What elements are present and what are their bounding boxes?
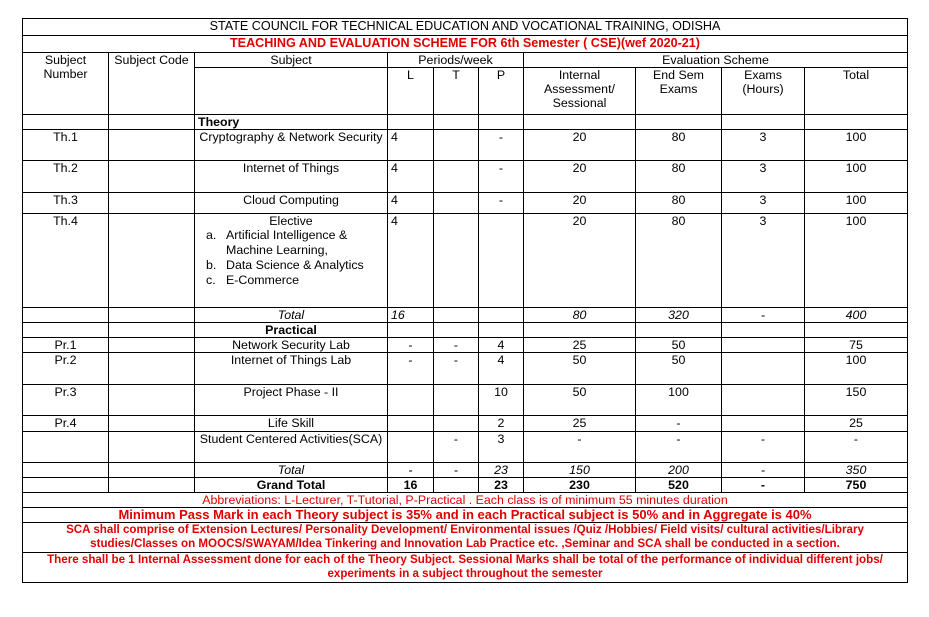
total-L: 16 [388,308,434,323]
abbreviations-note: Abbreviations: L-Lecturer, T-Tutorial, P-Practical . Each class is of minimum 55 minutes duration [23,493,908,508]
subject-number: Pr.2 [23,353,109,385]
subject-number [23,432,109,463]
subject-code [109,130,195,161]
option-text: Data Science & Analytics [226,258,364,272]
periods-P: - [479,130,524,161]
header-exams-hours: Exams (Hours) [722,68,805,115]
empty-cell [388,323,434,338]
total-end-sem: 200 [636,463,722,478]
periods-L [388,385,434,416]
total-hours: - [722,308,805,323]
subject-code [109,214,195,308]
total-end-sem: 320 [636,308,722,323]
internal-assessment: 20 [524,193,636,214]
exam-hours: - [722,432,805,463]
total-internal: 150 [524,463,636,478]
empty-cell [23,463,109,478]
council-title: STATE COUNCIL FOR TECHNICAL EDUCATION AND VOCATIONAL TRAINING, ODISHA [23,19,908,36]
periods-P [479,214,524,308]
subject-number: Th.2 [23,161,109,193]
internal-assessment: 25 [524,416,636,432]
periods-T: - [434,338,479,353]
pass-mark-note: Minimum Pass Mark in each Theory subject is 35% and in each Practical subject is 50% and in Aggregate is 40% [23,508,908,523]
table-row [23,338,908,353]
total-marks: 350 [805,463,908,478]
subject-code [109,432,195,463]
header-internal-assessment: Internal Assessment/ Sessional [524,68,636,115]
periods-T: - [434,432,479,463]
total-label: Total [195,463,388,478]
empty-cell [524,323,636,338]
empty-cell [109,323,195,338]
table-row [23,161,908,193]
exam-hours: 3 [722,130,805,161]
row-total: - [805,432,908,463]
periods-L: 4 [388,130,434,161]
periods-L [388,416,434,432]
empty-cell [805,323,908,338]
periods-P: - [479,193,524,214]
end-sem-exams: 100 [636,385,722,416]
list-item [206,273,384,288]
exam-hours: 3 [722,214,805,308]
subject-name: Life Skill [195,416,388,432]
periods-P: 2 [479,416,524,432]
option-marker: a. [206,228,217,242]
section-heading-theory: Theory [195,115,388,130]
periods-T [434,214,479,308]
header-subject-code: Subject Code [109,53,195,115]
grand-total-marks: 750 [805,478,908,493]
table-row [23,432,908,463]
internal-assessment: 50 [524,385,636,416]
row-total: 100 [805,353,908,385]
assessment-note: There shall be 1 Internal Assessment done for each of the Theory Subject. Sessional Marks shall be total of the performance of individual different jobs/ experiments in a subject throughout the semester [23,553,908,583]
scheme-title: TEACHING AND EVALUATION SCHEME FOR 6th Semester ( CSE)(wef 2020-21) [23,36,908,53]
end-sem-exams: 80 [636,214,722,308]
empty-cell [23,478,109,493]
grand-total-T [434,478,479,493]
option-marker: c. [206,273,216,287]
empty-cell [722,323,805,338]
empty-cell [636,115,722,130]
subject-code [109,353,195,385]
internal-assessment: 50 [524,353,636,385]
periods-P: 10 [479,385,524,416]
option-marker: b. [206,258,217,272]
subject-name: Cloud Computing [195,193,388,214]
end-sem-exams: 80 [636,161,722,193]
periods-P: 4 [479,338,524,353]
periods-T [434,193,479,214]
total-L: - [388,463,434,478]
header-T: T [434,68,479,115]
periods-T [434,416,479,432]
subject-number: Pr.4 [23,416,109,432]
periods-P: - [479,161,524,193]
elective-title: Elective [269,214,313,228]
empty-cell [109,463,195,478]
header-total: Total [805,68,908,115]
header-periods-week: Periods/week [388,53,524,68]
row-total: 100 [805,161,908,193]
row-total: 150 [805,385,908,416]
subject-code [109,385,195,416]
end-sem-exams: 50 [636,338,722,353]
row-total: 100 [805,214,908,308]
theory-total-row [23,308,908,323]
grand-total-hours: - [722,478,805,493]
internal-assessment: - [524,432,636,463]
subject-name: Project Phase - II [195,385,388,416]
subject-name: Cryptography & Network Security [195,130,388,161]
periods-L: - [388,353,434,385]
empty-cell [109,115,195,130]
grand-total-L: 16 [388,478,434,493]
empty-cell [109,308,195,323]
scheme-document [22,18,907,583]
table-row [23,353,908,385]
row-total: 25 [805,416,908,432]
header-end-sem-exams: End Sem Exams [636,68,722,115]
table-row [23,416,908,432]
empty-cell [23,308,109,323]
table-row [23,130,908,161]
empty-cell [479,323,524,338]
subject-number: Th.4 [23,214,109,308]
row-total: 100 [805,130,908,161]
header-subject-blank [195,68,388,115]
subject-number: Pr.1 [23,338,109,353]
grand-total-row [23,478,908,493]
subject-number: Th.1 [23,130,109,161]
internal-assessment: 20 [524,161,636,193]
grand-total-internal: 230 [524,478,636,493]
subject-code [109,161,195,193]
exam-hours [722,338,805,353]
periods-T [434,130,479,161]
list-item [206,228,384,258]
total-marks: 400 [805,308,908,323]
sca-note: SCA shall comprise of Extension Lectures/ Personality Development/ Environmental issues /Quiz /Hobbies/ Field visits/ cultural activities/Library studies/Classes on MOOCS/SWAYAM/Idea Tinkering and Innovation Lab Practice etc. ,Seminar and SCA shall be conducted in a section. [23,523,908,553]
subject-code [109,338,195,353]
periods-L: 4 [388,193,434,214]
periods-L: 4 [388,161,434,193]
exam-hours: 3 [722,161,805,193]
internal-assessment: 25 [524,338,636,353]
exam-hours [722,353,805,385]
table-row [23,385,908,416]
subject-number: Pr.3 [23,385,109,416]
periods-T [434,161,479,193]
empty-cell [109,478,195,493]
grand-total-P: 23 [479,478,524,493]
empty-cell [388,115,434,130]
subject-number: Th.3 [23,193,109,214]
internal-assessment: 20 [524,214,636,308]
total-hours: - [722,463,805,478]
elective-cell [195,214,388,308]
periods-P: 4 [479,353,524,385]
total-T: - [434,463,479,478]
periods-L [388,432,434,463]
total-internal: 80 [524,308,636,323]
row-total: 100 [805,193,908,214]
empty-cell [23,115,109,130]
end-sem-exams: 80 [636,130,722,161]
end-sem-exams: - [636,416,722,432]
total-P: 23 [479,463,524,478]
option-text: E-Commerce [226,273,299,287]
empty-cell [479,115,524,130]
periods-L: 4 [388,214,434,308]
periods-T: - [434,353,479,385]
periods-P: 3 [479,432,524,463]
table-row [23,214,908,308]
row-total: 75 [805,338,908,353]
empty-cell [434,308,479,323]
section-heading-practical: Practical [195,323,388,338]
subject-name: Student Centered Activities(SCA) [195,432,388,463]
total-label: Total [195,308,388,323]
end-sem-exams: - [636,432,722,463]
empty-cell [636,323,722,338]
elective-options [198,228,384,288]
end-sem-exams: 50 [636,353,722,385]
header-subject-number: Subject Number [23,53,109,115]
table-row [23,193,908,214]
empty-cell [434,323,479,338]
subject-name: Network Security Lab [195,338,388,353]
option-text: Artificial Intelligence & Machine Learning, [226,228,348,257]
subject-code [109,416,195,432]
header-L: L [388,68,434,115]
header-P: P [479,68,524,115]
subject-code [109,193,195,214]
exam-hours [722,416,805,432]
list-item [206,258,384,273]
subject-name: Internet of Things [195,161,388,193]
grand-total-label: Grand Total [195,478,388,493]
practical-total-row [23,463,908,478]
periods-T [434,385,479,416]
empty-cell [722,115,805,130]
header-subject: Subject [195,53,388,68]
evaluation-scheme-table [22,18,908,583]
grand-total-end-sem: 520 [636,478,722,493]
exam-hours: 3 [722,193,805,214]
exam-hours [722,385,805,416]
empty-cell [434,115,479,130]
periods-L: - [388,338,434,353]
empty-cell [805,115,908,130]
empty-cell [524,115,636,130]
subject-name: Internet of Things Lab [195,353,388,385]
header-evaluation-scheme: Evaluation Scheme [524,53,908,68]
end-sem-exams: 80 [636,193,722,214]
empty-cell [479,308,524,323]
empty-cell [23,323,109,338]
internal-assessment: 20 [524,130,636,161]
